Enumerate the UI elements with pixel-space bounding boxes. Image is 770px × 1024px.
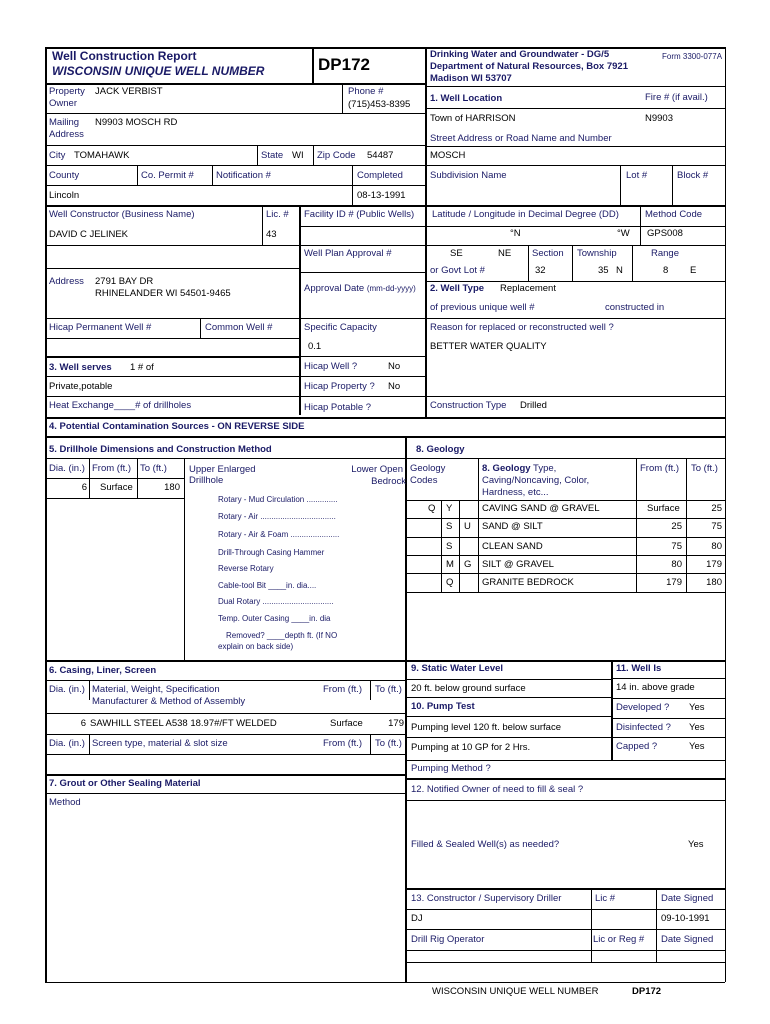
latlong-label: Latitude / Longitude in Decimal Degree (DD) [432, 209, 619, 220]
removed-line-2: explain on back side) [218, 642, 294, 651]
hicap-well-label: Hicap Well ? [304, 361, 358, 372]
previous-well-label: of previous unique well # [430, 302, 535, 313]
geology-title: 8. Geology [416, 444, 465, 455]
static-water-value[interactable]: 20 ft. below ground surface [411, 683, 526, 694]
geo-code-2[interactable]: Y [446, 503, 453, 514]
casing-dia[interactable]: 6 [80, 718, 86, 729]
completed-date[interactable]: 08-13-1991 [357, 190, 406, 201]
geo-code-1[interactable]: M [446, 559, 454, 570]
agency-line-1: Drinking Water and Groundwater - DG/5 [430, 49, 610, 60]
geo-code-2[interactable]: G [464, 559, 472, 570]
casing-title: 6. Casing, Liner, Screen [49, 665, 157, 676]
agency-line-2: Department of Natural Resources, Box 7921 [430, 61, 628, 72]
footer-well-number: DP172 [632, 986, 662, 997]
mailing-address[interactable]: N9903 MOSCH RD [95, 117, 178, 128]
geo-description[interactable]: SILT @ GRAVEL [482, 559, 554, 570]
notified-owner-label: 12. Notified Owner of need to fill & seal ? [411, 784, 584, 795]
method-casing-hammer: Drill-Through Casing Hammer [218, 548, 325, 557]
specific-capacity-label: Specific Capacity [304, 322, 377, 333]
approval-date-label: Approval Date (mm-dd-yyyy) [304, 283, 416, 294]
address-label: Address [49, 129, 84, 140]
form-number: Form 3300-077A [662, 52, 723, 61]
driller-initials[interactable]: DJ [411, 913, 423, 924]
constructor-address-label: Address [49, 276, 84, 287]
constructor-name[interactable]: DAVID C JELINEK [49, 229, 129, 240]
casing-to-label: To (ft.) [375, 684, 402, 695]
footer-label: WISCONSIN UNIQUE WELL NUMBER [432, 986, 599, 997]
date-signed-value[interactable]: 09-10-1991 [661, 913, 710, 924]
constructor-label: Well Constructor (Business Name) [49, 209, 195, 220]
zip-value[interactable]: 54487 [367, 150, 394, 161]
range-label: Range [651, 248, 679, 259]
removed-line-1: Removed? ____depth ft. (If NO [226, 631, 338, 640]
geology-codes-label-1: Geology [410, 463, 446, 474]
capped-value[interactable]: Yes [689, 741, 705, 752]
section-label: Section [532, 248, 564, 259]
co-permit-label: Co. Permit # [141, 170, 194, 181]
static-water-title: 9. Static Water Level [411, 663, 504, 674]
phone-label: Phone # [348, 86, 384, 97]
hicap-well-value[interactable]: No [388, 361, 401, 372]
pumping-level[interactable]: Pumping level 120 ft. below surface [411, 722, 561, 733]
property-label: Property [49, 86, 85, 97]
county-value[interactable]: Lincoln [49, 190, 80, 201]
disinfected-value[interactable]: Yes [689, 722, 705, 733]
form-subtitle: WISCONSIN UNIQUE WELL NUMBER [52, 64, 265, 78]
upper-enlarged-label: Upper Enlarged [189, 464, 256, 475]
date-signed-label: Date Signed [661, 893, 714, 904]
filled-sealed-value[interactable]: Yes [688, 839, 704, 850]
hicap-property-label: Hicap Property ? [304, 381, 375, 392]
casing-manufacturer-label: Manufacturer & Method of Assembly [92, 696, 246, 707]
geo-from[interactable]: 80 [671, 559, 682, 570]
mailing-label: Mailing [49, 117, 80, 128]
geo-from[interactable]: 75 [671, 541, 682, 552]
well-location-title: 1. Well Location [430, 93, 503, 104]
lower-open-label: Lower Open [351, 464, 403, 475]
agency-line-3: Madison WI 53707 [430, 73, 512, 84]
method-dual-rotary: Dual Rotary ................................ [218, 597, 334, 606]
geo-code-1[interactable]: S [446, 521, 453, 532]
method-cable-tool: Cable-tool Bit ____in. dia.... [218, 581, 317, 590]
casing-dia-label: Dia. (in.) [49, 684, 85, 695]
well-type-value[interactable]: Replacement [500, 283, 556, 294]
geo-to[interactable]: 80 [711, 541, 722, 552]
geology-type-label-2: Caving/Noncaving, Color, [482, 475, 590, 486]
reason-label: Reason for replaced or reconstructed well ? [430, 322, 614, 333]
drillhole-title: 5. Drillhole Dimensions and Construction Method [49, 444, 272, 455]
heat-exchange-label: Heat Exchange____# of drillholes [49, 400, 192, 411]
phone-value[interactable]: (715)453-8395 [348, 99, 411, 110]
longitude-unit[interactable]: °W [617, 228, 630, 239]
geo-to[interactable]: 75 [711, 521, 722, 532]
capped-label: Capped ? [616, 741, 658, 752]
drillhole-to-label: To (ft.) [140, 463, 167, 474]
fire-value[interactable]: N9903 [645, 113, 673, 124]
section-value[interactable]: 32 [535, 265, 546, 276]
bedrock-label: Bedrock [371, 476, 406, 487]
latitude-unit[interactable]: °N [510, 228, 521, 239]
township-label: Township [577, 248, 617, 259]
filled-sealed-label: Filled & Sealed Well(s) as needed? [411, 839, 560, 850]
method-rotary-mud: Rotary - Mud Circulation .............. [218, 495, 338, 504]
city-label: City [49, 150, 66, 161]
town-value[interactable]: Town of HARRISON [430, 113, 516, 124]
well-is-value[interactable]: 14 in. above grade [616, 682, 695, 693]
form-title: Well Construction Report [52, 49, 197, 63]
well-serves-title: 3. Well serves [49, 362, 112, 373]
range-value[interactable]: 8 [663, 265, 669, 276]
range-direction[interactable]: E [690, 265, 697, 276]
lot-label: Lot # [626, 170, 648, 181]
township-value[interactable]: 35 [598, 265, 609, 276]
well-type-title: 2. Well Type [430, 283, 485, 294]
screen-from-label: From (ft.) [323, 738, 363, 749]
geo-description[interactable]: CLEAN SAND [482, 541, 543, 552]
quarter-1[interactable]: SE [450, 248, 463, 259]
serves-use[interactable]: Private,potable [49, 381, 113, 392]
pumping-rate[interactable]: Pumping at 10 GP for 2 Hrs. [411, 742, 531, 753]
casing-material[interactable]: SAWHILL STEEL A538 18.97#/FT WELDED [90, 718, 277, 729]
method-rotary-air-foam: Rotary - Air & Foam ...................... [218, 530, 340, 539]
geology-codes-label-2: Codes [410, 475, 438, 486]
geo-from[interactable]: 25 [671, 521, 682, 532]
geo-to[interactable]: 180 [706, 577, 722, 588]
zip-label: Zip Code [317, 150, 356, 161]
geology-type-label-3: Hardness, etc... [482, 487, 549, 498]
quarter-2[interactable]: NE [498, 248, 512, 259]
casing-to[interactable]: 179 [388, 718, 404, 729]
disinfected-label: Disinfected ? [616, 722, 671, 733]
casing-from[interactable]: Surface [330, 718, 363, 729]
govt-lot-label: or Govt Lot # [430, 265, 485, 276]
city-value[interactable]: TOMAHAWK [74, 150, 130, 161]
casing-material-label: Material, Weight, Specification [92, 684, 220, 695]
geo-code-1[interactable]: S [446, 541, 453, 552]
screen-dia-label: Dia. (in.) [49, 738, 85, 749]
drillhole-dia-label: Dia. (in.) [49, 463, 85, 474]
block-label: Block # [677, 170, 709, 181]
subdivision-label: Subdivision Name [430, 170, 507, 181]
method-reverse-rotary: Reverse Rotary [218, 564, 274, 573]
construction-type-value[interactable]: Drilled [520, 400, 547, 411]
notification-label: Notification # [216, 170, 271, 181]
reason-value[interactable]: BETTER WATER QUALITY [430, 341, 547, 352]
drillhole-label: Drillhole [189, 475, 224, 486]
state-value[interactable]: WI [292, 150, 304, 161]
screen-type-label: Screen type, material & slot size [92, 738, 228, 749]
well-number: DP172 [318, 55, 370, 74]
grout-title: 7. Grout or Other Sealing Material [49, 778, 201, 789]
geology-to-label: To (ft.) [691, 463, 718, 474]
hicap-permanent-label: Hicap Permanent Well # [49, 322, 152, 333]
geo-code-1[interactable]: Q [446, 577, 454, 588]
drillhole-from[interactable]: Surface [100, 482, 133, 493]
pump-test-title: 10. Pump Test [411, 701, 475, 712]
construction-type-label: Construction Type [430, 400, 507, 411]
township-direction[interactable]: N [616, 265, 623, 276]
constructed-in-label: constructed in [605, 302, 665, 313]
state-label: State [261, 150, 284, 161]
county-label: County [49, 170, 80, 181]
method-temp-casing: Temp. Outer Casing ____in. dia [218, 614, 331, 623]
lic-value[interactable]: 43 [266, 229, 277, 240]
method-rotary-air: Rotary - Air .................................. [218, 512, 336, 521]
owner-label: Owner [49, 98, 77, 109]
fire-label: Fire # (if avail.) [645, 92, 708, 103]
specific-capacity-value[interactable]: 0.1 [308, 341, 322, 352]
constructor-address-1[interactable]: 2791 BAY DR [95, 276, 154, 287]
geo-code-1[interactable]: Q [428, 503, 436, 514]
constructor-driller-label: 13. Constructor / Supervisory Driller [411, 893, 562, 904]
geo-from[interactable]: 179 [666, 577, 682, 588]
contamination-title: 4. Potential Contamination Sources - ON REVERSE SIDE [49, 421, 305, 432]
owner-name[interactable]: JACK VERBIST [95, 86, 163, 97]
drillhole-dia[interactable]: 6 [81, 482, 87, 493]
serves-count[interactable]: 1 # of [130, 362, 154, 373]
geo-description[interactable]: CAVING SAND @ GRAVEL [482, 503, 600, 514]
rig-operator-label: Drill Rig Operator [411, 934, 485, 945]
common-well-label: Common Well # [205, 322, 273, 333]
screen-to-label: To (ft.) [375, 738, 402, 749]
geo-description[interactable]: SAND @ SILT [482, 521, 543, 532]
developed-label: Developed ? [616, 702, 670, 713]
geo-code-2[interactable]: U [464, 521, 471, 532]
street-label: Street Address or Road Name and Number [430, 133, 612, 144]
drillhole-to[interactable]: 180 [164, 482, 180, 493]
pumping-method-label: Pumping Method ? [411, 763, 491, 774]
geology-from-label: From (ft.) [640, 463, 680, 474]
well-is-title: 11. Well Is [616, 663, 662, 674]
driller-lic-label: Lic # [595, 893, 616, 904]
method-code-label: Method Code [645, 209, 703, 220]
developed-value[interactable]: Yes [689, 702, 705, 713]
lic-reg-label: Lic or Reg # [593, 934, 645, 945]
geology-type-label: 8. Geology Type, [482, 463, 557, 474]
constructor-address-2[interactable]: RHINELANDER WI 54501-9465 [95, 288, 231, 299]
hicap-property-value[interactable]: No [388, 381, 401, 392]
street-value[interactable]: MOSCH [430, 150, 466, 161]
casing-from-label: From (ft.) [323, 684, 363, 695]
geo-description[interactable]: GRANITE BEDROCK [482, 577, 574, 588]
facility-label: Facility ID # (Public Wells) [304, 209, 415, 220]
drillhole-from-label: From (ft.) [92, 463, 132, 474]
grout-method-label: Method [49, 797, 81, 808]
method-code[interactable]: GPS008 [647, 228, 683, 239]
hicap-potable-label: Hicap Potable ? [304, 402, 372, 413]
geo-from[interactable]: Surface [647, 503, 680, 514]
geo-to[interactable]: 179 [706, 559, 722, 570]
completed-label: Completed [357, 170, 403, 181]
well-plan-label: Well Plan Approval # [304, 248, 392, 259]
operator-date-signed-label: Date Signed [661, 934, 714, 945]
lic-label: Lic. # [266, 209, 289, 220]
geo-to[interactable]: 25 [711, 503, 722, 514]
